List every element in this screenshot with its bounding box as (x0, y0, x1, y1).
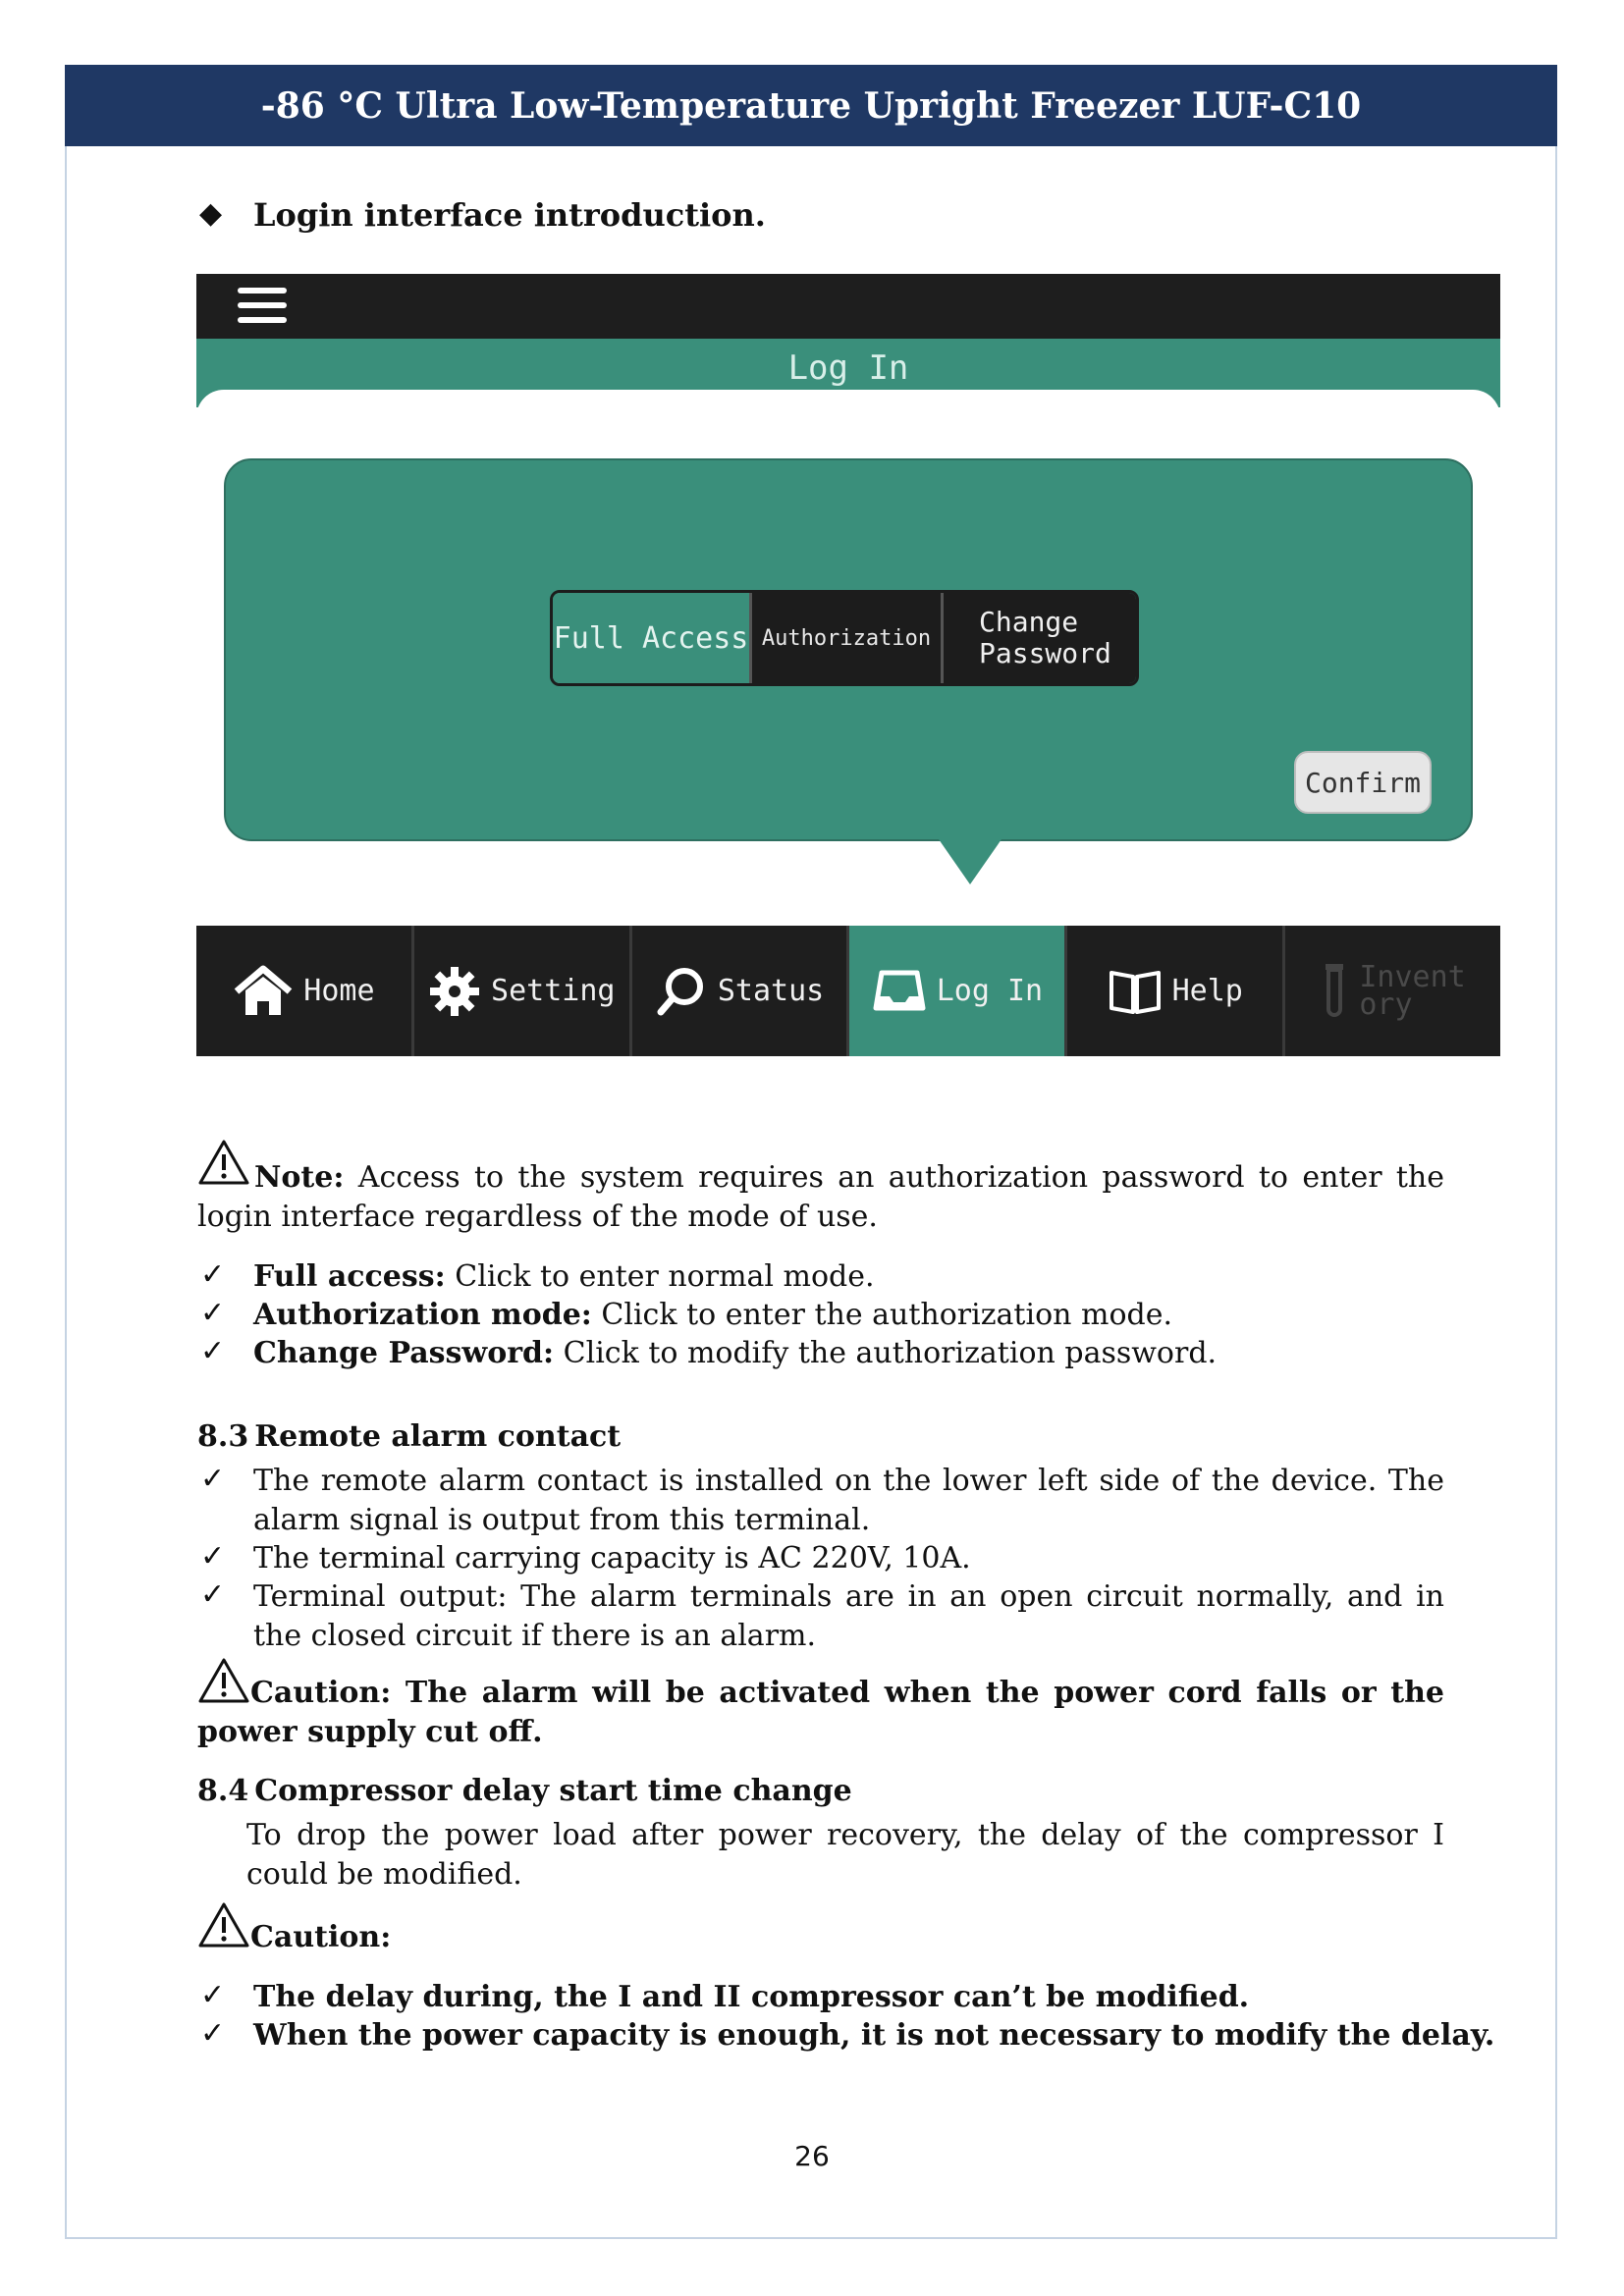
list-item (253, 1334, 1217, 1373)
list-item: When the power capacity is enough, it is not necessary to modify the delay. (253, 2018, 1495, 2053)
authorization-button[interactable]: Authorization (749, 593, 941, 683)
list-item: The delay during, the I and II compressor can’t be modified. (253, 1980, 1250, 2014)
item-term: Change Password: (253, 1336, 555, 1370)
login-tray-icon (872, 967, 927, 1016)
list-item: The terminal carrying capacity is AC 220V, 10A. (253, 1541, 971, 1575)
nav-status-label: Status (717, 973, 825, 1008)
section-number: 8.4 (197, 1774, 249, 1808)
dialog-pointer (939, 839, 1001, 884)
login-screen-figure (196, 274, 1500, 1056)
bottom-nav (196, 926, 1500, 1056)
nav-login[interactable] (849, 926, 1067, 1056)
caution-paragraph (197, 1674, 1444, 1752)
warning-icon (197, 1901, 250, 1949)
home-icon (233, 964, 294, 1019)
hamburger-menu-icon[interactable] (238, 288, 287, 325)
section-title: Compressor delay start time change (254, 1774, 852, 1808)
nav-home[interactable] (196, 926, 414, 1056)
change-password-button[interactable] (941, 593, 1136, 683)
list-item: Terminal output: The alarm terminals are in an open circuit normally, and in the closed circuit if there is an alarm. (253, 1579, 1444, 1653)
list-item: The remote alarm contact is installed on the lower left side of the device. The alarm signal is output from this terminal. (253, 1464, 1444, 1537)
nav-status[interactable] (632, 926, 850, 1056)
section-title: Remote alarm contact (254, 1419, 622, 1454)
nav-help-label: Help (1171, 973, 1243, 1008)
note-label: Note: (254, 1160, 345, 1195)
screen-title: Log In (196, 339, 1500, 407)
list-item (253, 1257, 875, 1297)
nav-help[interactable] (1067, 926, 1285, 1056)
full-access-button[interactable]: Full Access (553, 593, 749, 683)
section-8-3-heading (197, 1417, 621, 1457)
item-text: Click to modify the authorization password. (563, 1336, 1218, 1370)
check-icon: ✓ (200, 1978, 226, 2012)
item-term: Full access: (253, 1259, 446, 1294)
search-icon (655, 965, 708, 1018)
section-8-4-heading (197, 1772, 852, 1811)
nav-setting-label: Setting (491, 973, 616, 1008)
confirm-button[interactable]: Confirm (1294, 751, 1432, 814)
login-intro-heading: Login interface introduction. (253, 196, 766, 234)
login-mode-selector (550, 590, 1139, 686)
caution-label: Caution: (250, 1920, 392, 1954)
item-text: Click to enter the authorization mode. (601, 1298, 1172, 1332)
nav-login-label: Log In (936, 973, 1044, 1008)
item-text: Click to enter normal mode. (455, 1259, 875, 1294)
gear-icon (428, 965, 481, 1018)
check-icon: ✓ (200, 1334, 226, 1368)
section-8-4-text: To drop the power load after power recovery, the delay of the compressor I could be modified. (246, 1818, 1444, 1892)
check-icon: ✓ (200, 1577, 226, 1612)
nav-home-label: Home (303, 973, 375, 1008)
check-icon: ✓ (200, 1539, 226, 1574)
nav-inventory[interactable] (1285, 926, 1500, 1056)
check-icon: ✓ (200, 1296, 226, 1330)
check-icon: ✓ (200, 2016, 226, 2051)
top-bar (196, 274, 1500, 339)
change-password-line2: Password (979, 637, 1111, 669)
change-password-line1: Change (979, 606, 1079, 638)
item-term: Authorization mode: (253, 1298, 592, 1332)
section-number: 8.3 (197, 1419, 249, 1454)
caution-text: Caution: The alarm will be activated when the power cord falls or the power supply cut off. (197, 1676, 1444, 1749)
document-header: -86 °C Ultra Low-Temperature Upright Freezer LUF-C10 (65, 65, 1557, 146)
page-number: 26 (794, 2140, 830, 2172)
note-paragraph (197, 1158, 1444, 1237)
diamond-bullet-icon: ◆ (199, 196, 223, 231)
nav-inventory-label: Invent ory (1359, 959, 1466, 1022)
check-icon: ✓ (200, 1462, 226, 1496)
check-icon: ✓ (200, 1257, 226, 1292)
book-icon (1108, 967, 1163, 1016)
list-item (253, 1296, 1172, 1335)
test-tube-icon (1320, 960, 1349, 1023)
note-text: Access to the system requires an authorization password to enter the login interface regardless of the mode of use. (197, 1160, 1444, 1234)
nav-setting[interactable] (414, 926, 632, 1056)
